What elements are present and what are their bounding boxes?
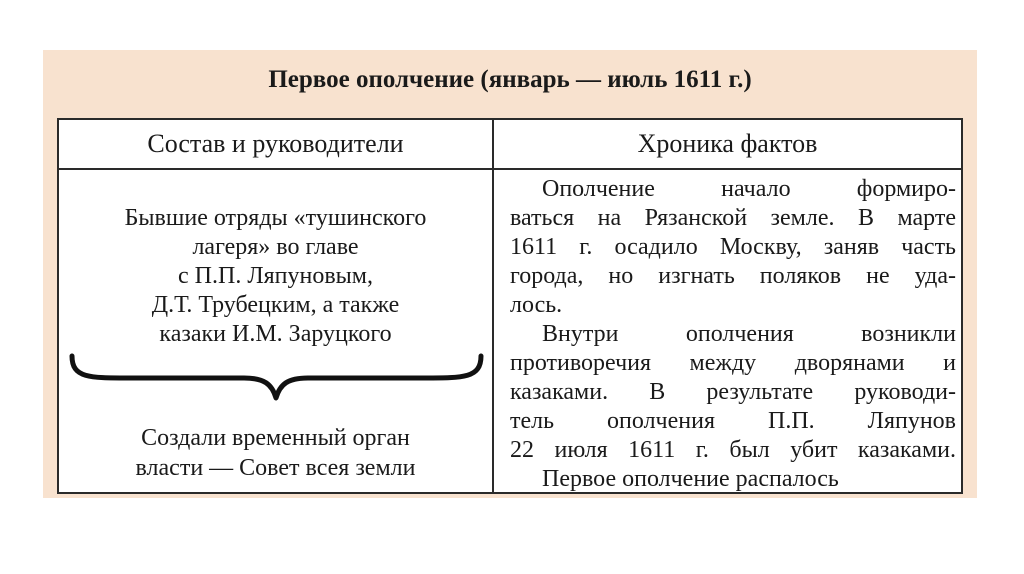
history-table [57,118,963,494]
chronicle-line: Ополчение начало формиро- [542,176,956,202]
chronicle-line: 22 июля 1611 г. был убит казаками. [510,437,956,463]
chronicle-line: 1611 г. осадило Москву, заняв часть [510,234,956,260]
chronicle-line: Первое ополчение распалось [542,466,839,492]
table-panel [43,50,977,498]
chronicle-line: противоречия между дворянами и [510,350,956,376]
composition-line: лагеря» во главе [192,234,359,260]
table-header-row [59,120,961,170]
chronicle-line: города, но изгнать поляков не уда- [510,263,956,289]
result-line: власти — Совет всея земли [135,455,416,481]
composition-text [59,204,492,349]
composition-line: Д.Т. Трубецким, а также [151,292,400,318]
chronicle-line: лось. [510,292,563,318]
chronicle-line: тель ополчения П.П. Ляпунов [510,408,956,434]
chronicle-cell [494,170,961,492]
chronicle-line: Внутри ополчения возникли [542,321,956,347]
page-title: Первое ополчение (январь — июль 1611 г.) [268,66,752,93]
composition-line: Бывшие отряды «тушинского [124,205,427,231]
result-line: Создали временный орган [141,425,410,451]
composition-cell [59,170,492,492]
chronicle-line: казаками. В результате руководи- [510,379,956,405]
chronicle-line: ваться на Рязанской земле. В марте [510,205,956,231]
header-chronicle: Хроника фактов [637,129,818,158]
composition-line: с П.П. Ляпуновым, [178,263,373,289]
header-composition: Состав и руководители [147,129,404,158]
composition-line: казаки И.М. Заруцкого [159,321,392,347]
curly-brace-icon [69,352,484,402]
result-text [59,423,492,483]
